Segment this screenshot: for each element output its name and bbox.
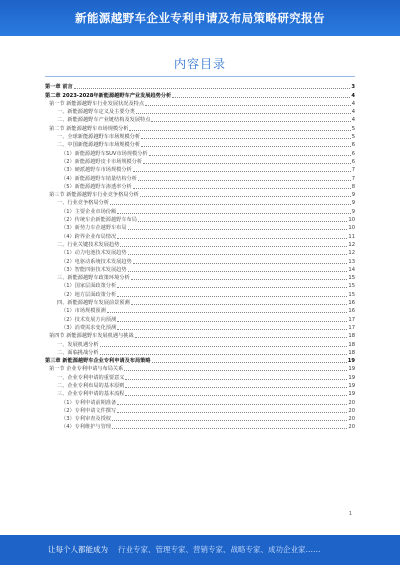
toc-entry-page: 12	[348, 250, 355, 257]
toc-divider	[45, 76, 355, 77]
toc-entry-label: 第三节 新能源越野车行业竞争格局分析	[49, 192, 139, 199]
toc-entry[interactable]	[45, 414, 355, 422]
toc-leader-dots	[172, 97, 350, 98]
toc-entry-page: 4	[351, 92, 355, 99]
toc-entry[interactable]	[45, 339, 355, 347]
toc-title: 内容目录	[173, 57, 226, 71]
toc-entry-page: 14	[348, 266, 355, 273]
toc-leader-dots	[125, 395, 347, 396]
toc-leader-dots	[138, 221, 347, 222]
toc-entry[interactable]	[45, 240, 355, 248]
toc-entry-page: 18	[348, 349, 355, 356]
toc-entry-page: 4	[351, 109, 355, 116]
toc-entry-page: 8	[351, 183, 355, 190]
report-title: 新能源越野车企业专利申请及布局策略研究报告	[75, 11, 325, 25]
toc-entry-label: 一、企业专利申请的重要意义	[57, 374, 125, 381]
toc-entry-page: 4	[351, 117, 355, 124]
toc-leader-dots	[110, 204, 351, 205]
toc-leader-dots	[112, 428, 347, 429]
toc-entry-page: 7	[351, 175, 355, 182]
toc-leader-dots	[133, 171, 351, 172]
toc-entry-page: 16	[348, 300, 355, 307]
toc-entry-label: （5）新能源越野车渗透率分析	[61, 183, 132, 190]
toc-leader-dots	[125, 379, 347, 380]
toc-leader-dots	[135, 337, 348, 338]
toc-entry-page: 20	[348, 416, 355, 423]
toc-leader-dots	[128, 271, 348, 272]
toc-entry-page: 4	[351, 100, 355, 107]
toc-entry-page: 19	[347, 358, 355, 365]
toc-entry-page: 18	[348, 341, 355, 348]
toc-leader-dots	[145, 105, 351, 106]
toc-leader-dots	[74, 88, 351, 89]
footer-banner	[0, 535, 400, 565]
toc-entry[interactable]	[45, 298, 355, 306]
footer-slogan: 让每个人都能成为	[48, 545, 108, 554]
toc-entry-page: 5	[351, 134, 355, 141]
toc-leader-dots	[141, 138, 351, 139]
toc-leader-dots	[117, 412, 347, 413]
toc-entry[interactable]	[45, 165, 355, 173]
toc-entry-label: 第一节 新能源越野车行业发展状况及特点	[49, 100, 145, 107]
toc-entry[interactable]	[45, 356, 355, 364]
toc-entry[interactable]	[45, 256, 355, 264]
toc-entry[interactable]	[45, 331, 355, 339]
toc-leader-dots	[129, 130, 350, 131]
toc-entry-page: 3	[351, 84, 355, 91]
toc-leader-dots	[149, 155, 351, 156]
toc-entry[interactable]	[45, 372, 355, 380]
toc-entry-page: 12	[348, 241, 355, 248]
toc-entry[interactable]	[45, 323, 355, 331]
toc-leader-dots	[117, 296, 347, 297]
toc-leader-dots	[131, 279, 348, 280]
toc-entry-label: 第一节 企业专利申请与布局关系	[49, 366, 124, 373]
toc-entry[interactable]	[45, 381, 355, 389]
toc-entry-page: 18	[348, 333, 355, 340]
toc-entry-page: 15	[348, 283, 355, 290]
toc-entry-label: （4）专利维护与管理	[61, 424, 111, 431]
toc-entry-page: 6	[351, 158, 355, 165]
toc-entry-label: （1）国家层面政策分析	[61, 283, 117, 290]
toc-leader-dots	[152, 362, 347, 363]
toc-entry-label: 第三章 新能源越野车企业专利申请及布局策略	[45, 358, 151, 365]
toc-entry[interactable]	[45, 248, 355, 256]
toc-entry-label: （2）地方层面政策分析	[61, 291, 117, 298]
toc-leader-dots	[107, 312, 348, 313]
toc-entry-label: （3）新势力车企越野车布局	[61, 225, 127, 232]
toc-entry[interactable]	[45, 140, 355, 148]
toc-entry-label: 三、企业专利申请的基本流程	[57, 391, 125, 398]
toc-entry-label: （2）电驱动系统技术发展趋势	[61, 258, 132, 265]
toc-entry-label: 二、行业关键技术发展趋势	[57, 241, 120, 248]
toc-entry-page: 17	[348, 324, 355, 331]
toc-entry-page: 17	[348, 316, 355, 323]
toc-entry-label: 第二节 新能源越野车市场规模分析	[49, 125, 129, 132]
toc-entry-label: （2）技术发展方向预测	[61, 316, 117, 323]
toc-entry[interactable]	[45, 107, 355, 115]
toc-entry-page: 10	[348, 217, 355, 224]
toc-entry-label: （2）新能源越野皮卡市场规模分析	[61, 158, 143, 165]
toc-entry-page: 9	[351, 208, 355, 215]
toc-entry-label: （3）专利审查及授权	[61, 416, 111, 423]
toc-leader-dots	[112, 420, 347, 421]
toc-entry[interactable]	[45, 273, 355, 281]
toc-entry[interactable]	[45, 90, 355, 98]
toc-leader-dots	[136, 113, 351, 114]
toc-entry-label: 一、全球新能源越野车市场规模分析	[57, 134, 141, 141]
toc-leader-dots	[125, 387, 347, 388]
table-of-contents	[45, 82, 355, 430]
toc-entry[interactable]	[45, 422, 355, 430]
toc-entry-page: 6	[351, 142, 355, 149]
toc-entry-page: 9	[351, 200, 355, 207]
toc-leader-dots	[120, 246, 347, 247]
toc-entry[interactable]	[45, 157, 355, 165]
toc-leader-dots	[100, 354, 348, 355]
report-header	[0, 0, 400, 36]
toc-entry-label: （4）新能源越野车销量结构分析	[61, 175, 137, 182]
toc-entry-label: （3）智能四驱技术发展趋势	[61, 266, 127, 273]
toc-entry-page: 11	[348, 233, 355, 240]
toc-entry-label: 第四节 新能源越野车发展机遇与挑战	[49, 333, 134, 340]
toc-entry[interactable]	[45, 173, 355, 181]
toc-entry[interactable]	[45, 289, 355, 297]
toc-entry[interactable]	[45, 406, 355, 414]
toc-entry-label: （3）消费需求变化预测	[61, 324, 117, 331]
toc-entry-page: 20	[348, 424, 355, 431]
toc-entry-label: 一、发展机遇分析	[57, 341, 99, 348]
toc-leader-dots	[141, 146, 351, 147]
toc-entry[interactable]	[45, 265, 355, 273]
toc-entry-label: （1）动力电池技术发展趋势	[61, 250, 127, 257]
toc-leader-dots	[117, 321, 347, 322]
toc-entry-page: 10	[348, 225, 355, 232]
toc-entry-label: （1）新能源越野车SUV市场规模分析	[61, 150, 148, 157]
toc-entry-page: 15	[348, 275, 355, 282]
toc-entry[interactable]	[45, 364, 355, 372]
toc-entry-label: 第二章 2023-2028年新能源越野车产业发展趋势分析	[45, 92, 172, 99]
toc-leader-dots	[133, 263, 348, 264]
toc-entry-page: 19	[348, 391, 355, 398]
toc-entry-page: 19	[348, 382, 355, 389]
toc-entry[interactable]	[45, 82, 355, 90]
toc-entry[interactable]	[45, 348, 355, 356]
toc-leader-dots	[131, 304, 348, 305]
toc-entry-label: （1）市场规模预测	[61, 308, 106, 315]
toc-entry-label: （1）专利申请前期准备	[61, 399, 117, 406]
toc-leader-dots	[128, 229, 348, 230]
toc-entry-page: 6	[351, 150, 355, 157]
toc-entry[interactable]	[45, 148, 355, 156]
toc-entry[interactable]	[45, 132, 355, 140]
toc-entry-label: 二、中国新能源越野车市场规模分析	[57, 142, 141, 149]
toc-entry-label: 一、行业竞争格局分析	[57, 200, 109, 207]
toc-entry-label: 二、面临挑战分析	[57, 349, 99, 356]
toc-entry-page: 15	[348, 291, 355, 298]
toc-entry[interactable]	[45, 206, 355, 214]
toc-leader-dots	[140, 196, 351, 197]
toc-entry-label: （1）主要企业市场份额	[61, 208, 117, 215]
toc-leader-dots	[138, 180, 351, 181]
footer-tagline: 行业专家、管理专家、营销专家、战略专家、成功企业家……	[118, 545, 321, 554]
toc-leader-dots	[100, 346, 348, 347]
toc-leader-dots	[117, 238, 347, 239]
toc-leader-dots	[117, 213, 351, 214]
toc-entry[interactable]	[45, 123, 355, 131]
toc-entry-page: 19	[348, 374, 355, 381]
toc-entry[interactable]	[45, 215, 355, 223]
toc-entry-label: （3）硬派越野车市场规模分析	[61, 167, 132, 174]
toc-entry-label: （2）专利申请文件撰写	[61, 407, 117, 414]
toc-entry[interactable]	[45, 306, 355, 314]
toc-entry-page: 13	[348, 258, 355, 265]
toc-entry-label: 三、新能源越野车政策环境分析	[57, 275, 130, 282]
toc-leader-dots	[124, 370, 347, 371]
toc-entry-label: （2）传统车企新能源越野车布局	[61, 217, 137, 224]
toc-entry[interactable]	[45, 389, 355, 397]
toc-leader-dots	[133, 188, 351, 189]
toc-entry-label: 二、新能源越野车产业链结构及发展特点	[57, 117, 151, 124]
toc-entry[interactable]	[45, 115, 355, 123]
toc-leader-dots	[128, 254, 348, 255]
toc-entry[interactable]	[45, 314, 355, 322]
toc-entry[interactable]	[45, 223, 355, 231]
toc-leader-dots	[143, 163, 351, 164]
toc-entry[interactable]	[45, 190, 355, 198]
toc-entry[interactable]	[45, 198, 355, 206]
toc-entry-label: 一、新能源越野车定义及主要分类	[57, 109, 135, 116]
toc-entry-label: 二、企业专利布局的基本原则	[57, 382, 125, 389]
toc-leader-dots	[117, 287, 347, 288]
page-number: 1	[348, 511, 352, 517]
toc-entry[interactable]	[45, 281, 355, 289]
toc-leader-dots	[151, 121, 350, 122]
toc-leader-dots	[117, 329, 347, 330]
toc-entry-label: 第一章 前言	[45, 84, 73, 91]
toc-entry[interactable]	[45, 231, 355, 239]
toc-entry-page: 20	[348, 407, 355, 414]
toc-entry-label: （4）跨界企业布局情况	[61, 233, 117, 240]
toc-entry-page: 9	[351, 192, 355, 199]
toc-entry-page: 20	[348, 399, 355, 406]
toc-entry-page: 7	[351, 167, 355, 174]
toc-entry[interactable]	[45, 397, 355, 405]
toc-entry[interactable]	[45, 182, 355, 190]
toc-entry-label: 四、新能源越野车发展前景预测	[57, 300, 130, 307]
toc-entry-page: 19	[348, 366, 355, 373]
toc-entry-page: 16	[348, 308, 355, 315]
toc-leader-dots	[117, 404, 347, 405]
toc-entry-page: 5	[351, 125, 355, 132]
toc-entry[interactable]	[45, 99, 355, 107]
